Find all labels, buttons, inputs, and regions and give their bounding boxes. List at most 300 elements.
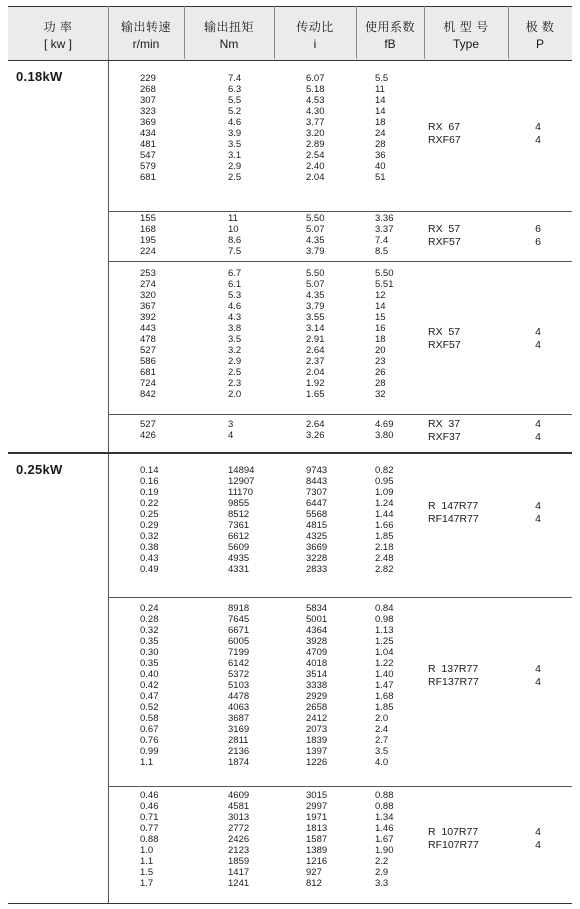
service-factor-cell: 1.24 — [375, 498, 394, 509]
ratio-cell: 3015 — [306, 790, 328, 801]
ratio-cell: 1971 — [306, 812, 328, 823]
output-torque-cell: 6.1 — [228, 279, 242, 290]
table-row — [108, 224, 572, 235]
service-factor-cell: 18 — [375, 117, 386, 128]
table-row — [108, 356, 572, 367]
output-speed-cell: 1.1 — [140, 757, 154, 768]
ratio-cell: 2.64 — [306, 345, 325, 356]
ratio-cell: 2.54 — [306, 150, 325, 161]
service-factor-cell: 3.3 — [375, 878, 389, 889]
table-row — [108, 647, 572, 658]
service-factor-cell: 1.68 — [375, 691, 394, 702]
pole-count: 4 — [535, 326, 541, 338]
output-speed-cell: 0.16 — [140, 476, 159, 487]
output-speed-cell: 547 — [140, 150, 156, 161]
table-row — [108, 542, 572, 553]
service-factor-cell: 1.34 — [375, 812, 394, 823]
output-torque-cell: 4331 — [228, 564, 250, 575]
output-torque-cell: 3.8 — [228, 323, 242, 334]
service-factor-cell: 4.0 — [375, 757, 389, 768]
group-divider — [108, 211, 572, 212]
ratio-cell: 1397 — [306, 746, 328, 757]
model-type: RX 67 — [428, 121, 461, 133]
service-factor-cell: 1.40 — [375, 669, 394, 680]
model-type: RF147R77 — [428, 513, 479, 525]
output-speed-cell: 0.47 — [140, 691, 159, 702]
output-torque-cell: 3.9 — [228, 128, 242, 139]
table-row — [108, 268, 572, 279]
table-row — [108, 95, 572, 106]
pole-count: 6 — [535, 223, 541, 235]
output-speed-cell: 1.5 — [140, 867, 154, 878]
output-speed-cell: 229 — [140, 73, 156, 84]
output-torque-cell: 6005 — [228, 636, 250, 647]
ratio-cell: 2412 — [306, 713, 328, 724]
table-row — [108, 834, 572, 845]
header-unit: [ kw ] — [43, 37, 72, 51]
output-torque-cell: 4.6 — [228, 301, 242, 312]
header-unit: fB — [384, 37, 396, 51]
table-row — [108, 878, 572, 889]
header-divider — [184, 6, 185, 59]
service-factor-cell: 2.18 — [375, 542, 394, 553]
table-row — [108, 301, 572, 312]
ratio-cell: 9743 — [306, 465, 328, 476]
ratio-cell: 8443 — [306, 476, 328, 487]
table-row — [108, 235, 572, 246]
header-unit: P — [535, 37, 544, 51]
output-speed-cell: 527 — [140, 419, 156, 430]
ratio-cell: 3228 — [306, 553, 328, 564]
service-factor-cell: 51 — [375, 172, 386, 183]
output-speed-cell: 586 — [140, 356, 156, 367]
output-speed-cell: 367 — [140, 301, 156, 312]
header-unit: Type — [452, 37, 479, 51]
service-factor-cell: 18 — [375, 334, 386, 345]
pole-count: 4 — [535, 676, 541, 688]
table-row — [108, 713, 572, 724]
output-torque-cell: 8918 — [228, 603, 250, 614]
pole-count: 4 — [535, 663, 541, 675]
pole-count: 6 — [535, 236, 541, 248]
output-speed-cell: 268 — [140, 84, 156, 95]
table-row — [108, 520, 572, 531]
service-factor-cell: 1.47 — [375, 680, 394, 691]
table-row — [108, 84, 572, 95]
header-divider — [356, 6, 357, 59]
model-type: RX 57 — [428, 326, 461, 338]
ratio-cell: 1587 — [306, 834, 328, 845]
model-type: RXF57 — [428, 236, 461, 248]
ratio-cell: 4.35 — [306, 290, 325, 301]
pole-count: 4 — [535, 513, 541, 525]
table-row — [108, 73, 572, 84]
output-speed-cell: 443 — [140, 323, 156, 334]
service-factor-cell: 11 — [375, 84, 385, 95]
header-label: 输出扭矩 — [203, 20, 254, 34]
table-row — [108, 213, 572, 224]
output-speed-cell: 0.58 — [140, 713, 159, 724]
output-torque-cell: 2.9 — [228, 161, 242, 172]
ratio-cell: 5568 — [306, 509, 328, 520]
output-speed-cell: 0.52 — [140, 702, 159, 713]
header-divider — [108, 6, 109, 59]
output-torque-cell: 2772 — [228, 823, 250, 834]
table-row — [108, 487, 572, 498]
ratio-cell: 3928 — [306, 636, 328, 647]
output-speed-cell: 155 — [140, 213, 156, 224]
output-torque-cell: 10 — [228, 224, 239, 235]
output-torque-cell: 3.1 — [228, 150, 242, 161]
table-row — [108, 465, 572, 476]
ratio-cell: 4815 — [306, 520, 328, 531]
ratio-cell: 2.91 — [306, 334, 325, 345]
output-torque-cell: 4.6 — [228, 117, 242, 128]
table-row — [108, 345, 572, 356]
table-row — [108, 757, 572, 768]
header-unit: Nm — [219, 37, 239, 51]
table-row — [108, 150, 572, 161]
output-torque-cell: 14894 — [228, 465, 255, 476]
output-speed-cell: 0.46 — [140, 801, 159, 812]
ratio-cell: 1.65 — [306, 389, 325, 400]
table-row — [108, 509, 572, 520]
output-torque-cell: 1859 — [228, 856, 250, 867]
table-row — [108, 746, 572, 757]
output-torque-cell: 6.3 — [228, 84, 242, 95]
output-speed-cell: 1.1 — [140, 856, 154, 867]
output-speed-cell: 0.25 — [140, 509, 159, 520]
service-factor-cell: 3.5 — [375, 746, 389, 757]
output-torque-cell: 7.5 — [228, 246, 242, 257]
service-factor-cell: 2.4 — [375, 724, 389, 735]
service-factor-cell: 24 — [375, 128, 386, 139]
header-service-factor — [356, 7, 424, 60]
output-speed-cell: 0.77 — [140, 823, 159, 834]
output-speed-cell: 253 — [140, 268, 156, 279]
table-row — [108, 790, 572, 801]
ratio-cell: 2.37 — [306, 356, 325, 367]
output-torque-cell: 4478 — [228, 691, 250, 702]
table-row — [108, 117, 572, 128]
ratio-cell: 6.07 — [306, 73, 325, 84]
output-speed-cell: 681 — [140, 367, 156, 378]
table-bottom-rule — [8, 903, 572, 904]
ratio-cell: 1226 — [306, 757, 328, 768]
output-speed-cell: 0.49 — [140, 564, 159, 575]
output-speed-cell: 0.46 — [140, 790, 159, 801]
ratio-cell: 5.07 — [306, 279, 325, 290]
service-factor-cell: 1.90 — [375, 845, 394, 856]
output-torque-cell: 5.3 — [228, 290, 242, 301]
pole-count: 4 — [535, 431, 541, 443]
ratio-cell: 5834 — [306, 603, 328, 614]
ratio-cell: 1839 — [306, 735, 328, 746]
service-factor-cell: 1.25 — [375, 636, 394, 647]
service-factor-cell: 1.13 — [375, 625, 394, 636]
table-header — [8, 6, 572, 61]
service-factor-cell: 0.82 — [375, 465, 394, 476]
ratio-cell: 3.20 — [306, 128, 325, 139]
table-row — [108, 702, 572, 713]
output-torque-cell: 8512 — [228, 509, 250, 520]
output-speed-cell: 579 — [140, 161, 156, 172]
service-factor-cell: 1.44 — [375, 509, 394, 520]
service-factor-cell: 1.22 — [375, 658, 394, 669]
group-divider — [108, 786, 572, 787]
output-torque-cell: 5609 — [228, 542, 250, 553]
table-row — [108, 172, 572, 183]
output-speed-cell: 0.99 — [140, 746, 159, 757]
output-torque-cell: 4063 — [228, 702, 250, 713]
table-row — [108, 553, 572, 564]
service-factor-cell: 0.95 — [375, 476, 394, 487]
output-speed-cell: 0.42 — [140, 680, 159, 691]
table-row — [108, 856, 572, 867]
table-row — [108, 312, 572, 323]
table-row — [108, 658, 572, 669]
power-rating: 0.18kW — [16, 69, 63, 84]
model-type: RF107R77 — [428, 839, 479, 851]
service-factor-cell: 23 — [375, 356, 386, 367]
table-row — [108, 161, 572, 172]
output-speed-cell: 0.35 — [140, 658, 159, 669]
header-poles — [508, 7, 572, 60]
output-speed-cell: 426 — [140, 430, 156, 441]
output-speed-cell: 195 — [140, 235, 156, 246]
output-speed-cell: 0.28 — [140, 614, 159, 625]
header-model-type — [424, 7, 508, 60]
output-torque-cell: 3169 — [228, 724, 250, 735]
table-row — [108, 323, 572, 334]
output-torque-cell: 1874 — [228, 757, 250, 768]
output-torque-cell: 2.9 — [228, 356, 242, 367]
ratio-cell: 4018 — [306, 658, 328, 669]
output-speed-cell: 0.43 — [140, 553, 159, 564]
ratio-cell: 2.40 — [306, 161, 325, 172]
service-factor-cell: 1.67 — [375, 834, 394, 845]
output-speed-cell: 323 — [140, 106, 156, 117]
header-label: 机 型 号 — [443, 20, 489, 34]
model-type: RXF67 — [428, 134, 461, 146]
service-factor-cell: 0.88 — [375, 801, 394, 812]
service-factor-cell: 3.37 — [375, 224, 394, 235]
pole-count: 4 — [535, 418, 541, 430]
header-unit: i — [313, 37, 317, 51]
service-factor-cell: 1.04 — [375, 647, 394, 658]
output-speed-cell: 0.88 — [140, 834, 159, 845]
ratio-cell: 4.30 — [306, 106, 325, 117]
header-power — [8, 7, 108, 60]
service-factor-cell: 2.7 — [375, 735, 389, 746]
ratio-cell: 3514 — [306, 669, 328, 680]
ratio-cell: 3.14 — [306, 323, 325, 334]
table-row — [108, 106, 572, 117]
output-speed-cell: 1.7 — [140, 878, 154, 889]
pole-count: 4 — [535, 839, 541, 851]
service-factor-cell: 14 — [375, 301, 386, 312]
model-type: R 107R77 — [428, 826, 479, 838]
service-factor-cell: 8.5 — [375, 246, 389, 257]
ratio-cell: 2929 — [306, 691, 328, 702]
ratio-cell: 2833 — [306, 564, 328, 575]
service-factor-cell: 2.9 — [375, 867, 389, 878]
ratio-cell: 2.04 — [306, 172, 325, 183]
output-speed-cell: 0.35 — [140, 636, 159, 647]
table-row — [108, 636, 572, 647]
output-torque-cell: 5.2 — [228, 106, 242, 117]
power-rating: 0.25kW — [16, 462, 63, 477]
output-torque-cell: 11170 — [228, 487, 254, 498]
output-speed-cell: 0.67 — [140, 724, 159, 735]
table-row — [108, 867, 572, 878]
header-output-torque — [184, 7, 274, 60]
ratio-cell: 1813 — [306, 823, 328, 834]
output-speed-cell: 478 — [140, 334, 156, 345]
output-speed-cell: 0.76 — [140, 735, 159, 746]
output-speed-cell: 481 — [140, 139, 156, 150]
table-row — [108, 691, 572, 702]
table-row — [108, 367, 572, 378]
model-type: RF137R77 — [428, 676, 479, 688]
table-row — [108, 389, 572, 400]
output-torque-cell: 2426 — [228, 834, 250, 845]
pole-count: 4 — [535, 500, 541, 512]
service-factor-cell: 32 — [375, 389, 386, 400]
output-speed-cell: 0.19 — [140, 487, 159, 498]
ratio-cell: 6447 — [306, 498, 328, 509]
header-unit: r/min — [132, 37, 160, 51]
ratio-cell: 1.92 — [306, 378, 325, 389]
group-divider — [108, 261, 572, 262]
ratio-cell: 3.79 — [306, 301, 325, 312]
output-torque-cell: 2136 — [228, 746, 250, 757]
output-speed-cell: 842 — [140, 389, 156, 400]
header-divider — [508, 6, 509, 59]
header-output-speed — [108, 7, 184, 60]
output-speed-cell: 224 — [140, 246, 156, 257]
table-row — [108, 669, 572, 680]
group-divider — [108, 597, 572, 598]
output-torque-cell: 11 — [228, 213, 238, 224]
service-factor-cell: 16 — [375, 323, 386, 334]
output-speed-cell: 0.29 — [140, 520, 159, 531]
output-torque-cell: 4.3 — [228, 312, 242, 323]
table-row — [108, 735, 572, 746]
service-factor-cell: 0.98 — [375, 614, 394, 625]
model-type: RXF57 — [428, 339, 461, 351]
output-torque-cell: 2.5 — [228, 367, 242, 378]
table-row — [108, 603, 572, 614]
ratio-cell: 5.07 — [306, 224, 325, 235]
table-row — [108, 823, 572, 834]
service-factor-cell: 26 — [375, 367, 386, 378]
table-row — [108, 139, 572, 150]
ratio-cell: 5.50 — [306, 268, 325, 279]
output-speed-cell: 681 — [140, 172, 156, 183]
output-torque-cell: 3 — [228, 419, 234, 430]
table-row — [108, 290, 572, 301]
table-row — [108, 680, 572, 691]
output-speed-cell: 0.24 — [140, 603, 159, 614]
ratio-cell: 4325 — [306, 531, 328, 542]
service-factor-cell: 12 — [375, 290, 386, 301]
table-row — [108, 625, 572, 636]
group-divider — [108, 414, 572, 415]
output-torque-cell: 3.5 — [228, 139, 242, 150]
section-divider — [8, 452, 572, 454]
ratio-cell: 1216 — [306, 856, 328, 867]
table-row — [108, 476, 572, 487]
output-torque-cell: 1241 — [228, 878, 250, 889]
header-label: 传动比 — [296, 20, 334, 34]
service-factor-cell: 28 — [375, 378, 386, 389]
output-torque-cell: 2.0 — [228, 389, 242, 400]
output-torque-cell: 5.5 — [228, 95, 242, 106]
service-factor-cell: 1.46 — [375, 823, 394, 834]
output-speed-cell: 0.32 — [140, 625, 159, 636]
service-factor-cell: 1.66 — [375, 520, 394, 531]
output-torque-cell: 4609 — [228, 790, 250, 801]
table-row — [108, 498, 572, 509]
service-factor-cell: 28 — [375, 139, 386, 150]
ratio-cell: 3338 — [306, 680, 328, 691]
table-row — [108, 419, 572, 430]
output-torque-cell: 4935 — [228, 553, 250, 564]
pole-count: 4 — [535, 121, 541, 133]
ratio-cell: 1389 — [306, 845, 328, 856]
service-factor-cell: 2.48 — [375, 553, 394, 564]
ratio-cell: 927 — [306, 867, 322, 878]
output-torque-cell: 4 — [228, 430, 234, 441]
header-divider — [424, 6, 425, 59]
output-speed-cell: 0.40 — [140, 669, 159, 680]
output-torque-cell: 2123 — [228, 845, 250, 856]
output-speed-cell: 0.14 — [140, 465, 159, 476]
ratio-cell: 2.89 — [306, 139, 325, 150]
ratio-cell: 3669 — [306, 542, 328, 553]
service-factor-cell: 4.69 — [375, 419, 394, 430]
output-torque-cell: 7361 — [228, 520, 250, 531]
ratio-cell: 3.26 — [306, 430, 325, 441]
output-torque-cell: 12907 — [228, 476, 255, 487]
ratio-cell: 3.79 — [306, 246, 325, 257]
table-row — [108, 845, 572, 856]
ratio-cell: 5.50 — [306, 213, 325, 224]
ratio-cell: 4.53 — [306, 95, 325, 106]
output-speed-cell: 307 — [140, 95, 156, 106]
output-torque-cell: 3.5 — [228, 334, 242, 345]
header-divider — [274, 6, 275, 59]
service-factor-cell: 7.4 — [375, 235, 389, 246]
header-label: 极 数 — [525, 20, 555, 34]
output-torque-cell: 8.6 — [228, 235, 242, 246]
ratio-cell: 4709 — [306, 647, 328, 658]
pole-count: 4 — [535, 339, 541, 351]
table-row — [108, 614, 572, 625]
output-torque-cell: 5372 — [228, 669, 250, 680]
output-torque-cell: 6671 — [228, 625, 250, 636]
service-factor-cell: 20 — [375, 345, 386, 356]
output-torque-cell: 2.3 — [228, 378, 242, 389]
service-factor-cell: 0.88 — [375, 790, 394, 801]
output-speed-cell: 527 — [140, 345, 156, 356]
service-factor-cell: 0.84 — [375, 603, 394, 614]
output-speed-cell: 0.30 — [140, 647, 159, 658]
output-speed-cell: 724 — [140, 378, 156, 389]
output-speed-cell: 434 — [140, 128, 156, 139]
model-type: RX 57 — [428, 223, 461, 235]
